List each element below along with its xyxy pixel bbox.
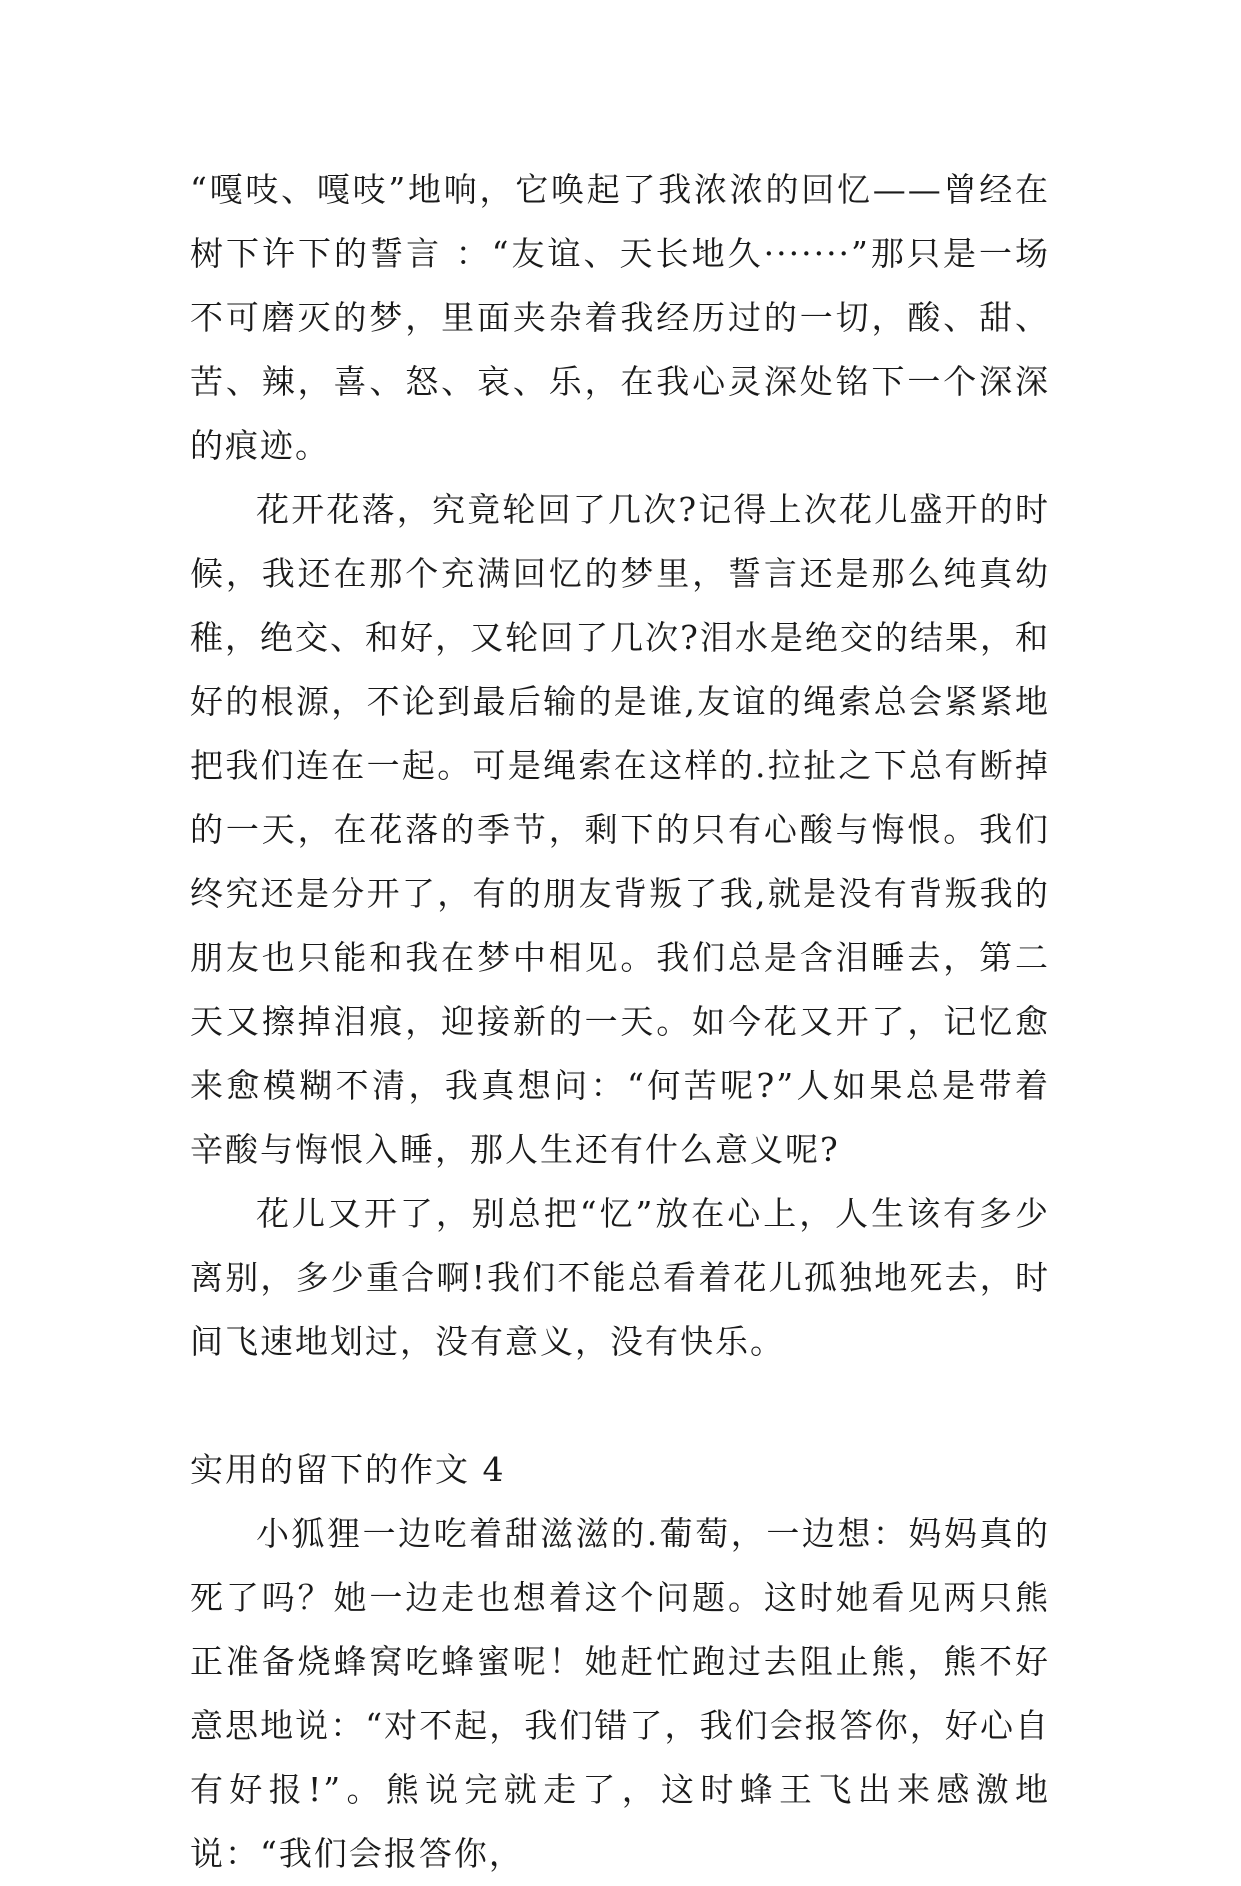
paragraph-continuation: “嘎吱、嘎吱”地响，它唤起了我浓浓的回忆——曾经在树下许下的誓言 ：“友谊、天长地久·······”那只是一场不可磨灭的梦，里面夹杂着我经历过的一切，酸、甜、苦、辣，喜、怒、哀、乐，在我心灵深处铭下一个深深的痕迹。 bbox=[190, 170, 1050, 465]
section-title: 实用的留下的作文 4 bbox=[190, 1450, 506, 1489]
article-body bbox=[190, 158, 1050, 1886]
paragraph: 花开花落，究竟轮回了几次?记得上次花儿盛开的时候，我还在那个充满回忆的梦里，誓言还是那么纯真幼稚，绝交、和好，又轮回了几次?泪水是绝交的结果，和好的根源，不论到最后输的是谁,友谊的绳索总会紧紧地把我们连在一起。可是绳索在这样的.拉扯之下总有断掉的一天，在花落的季节，剩下的只有心酸与悔恨。我们终究还是分开了，有的朋友背叛了我,就是没有背叛我的朋友也只能和我在梦中相见。我们总是含泪睡去，第二天又擦掉泪痕，迎接新的一天。如今花又开了，记忆愈来愈模糊不清，我真想问：“何苦呢?”人如果总是带着辛酸与悔恨入睡，那人生还有什么意义呢? bbox=[190, 490, 1050, 1169]
paragraph: 花儿又开了，别总把“忆”放在心上，人生该有多少离别，多少重合啊!我们不能总看着花儿孤独地死去，时间飞速地划过，没有意义，没有快乐。 bbox=[190, 1194, 1050, 1361]
paragraph: 小狐狸一边吃着甜滋滋的.葡萄，一边想：妈妈真的死了吗？她一边走也想着这个问题。这时她看见两只熊正准备烧蜂窝吃蜂蜜呢！她赶忙跑过去阻止熊，熊不好意思地说：“对不起，我们错了，我们会报答你，好心自有好报!”。熊说完就走了，这时蜂王飞出来感激地说：“我们会报答你， bbox=[190, 1514, 1050, 1873]
